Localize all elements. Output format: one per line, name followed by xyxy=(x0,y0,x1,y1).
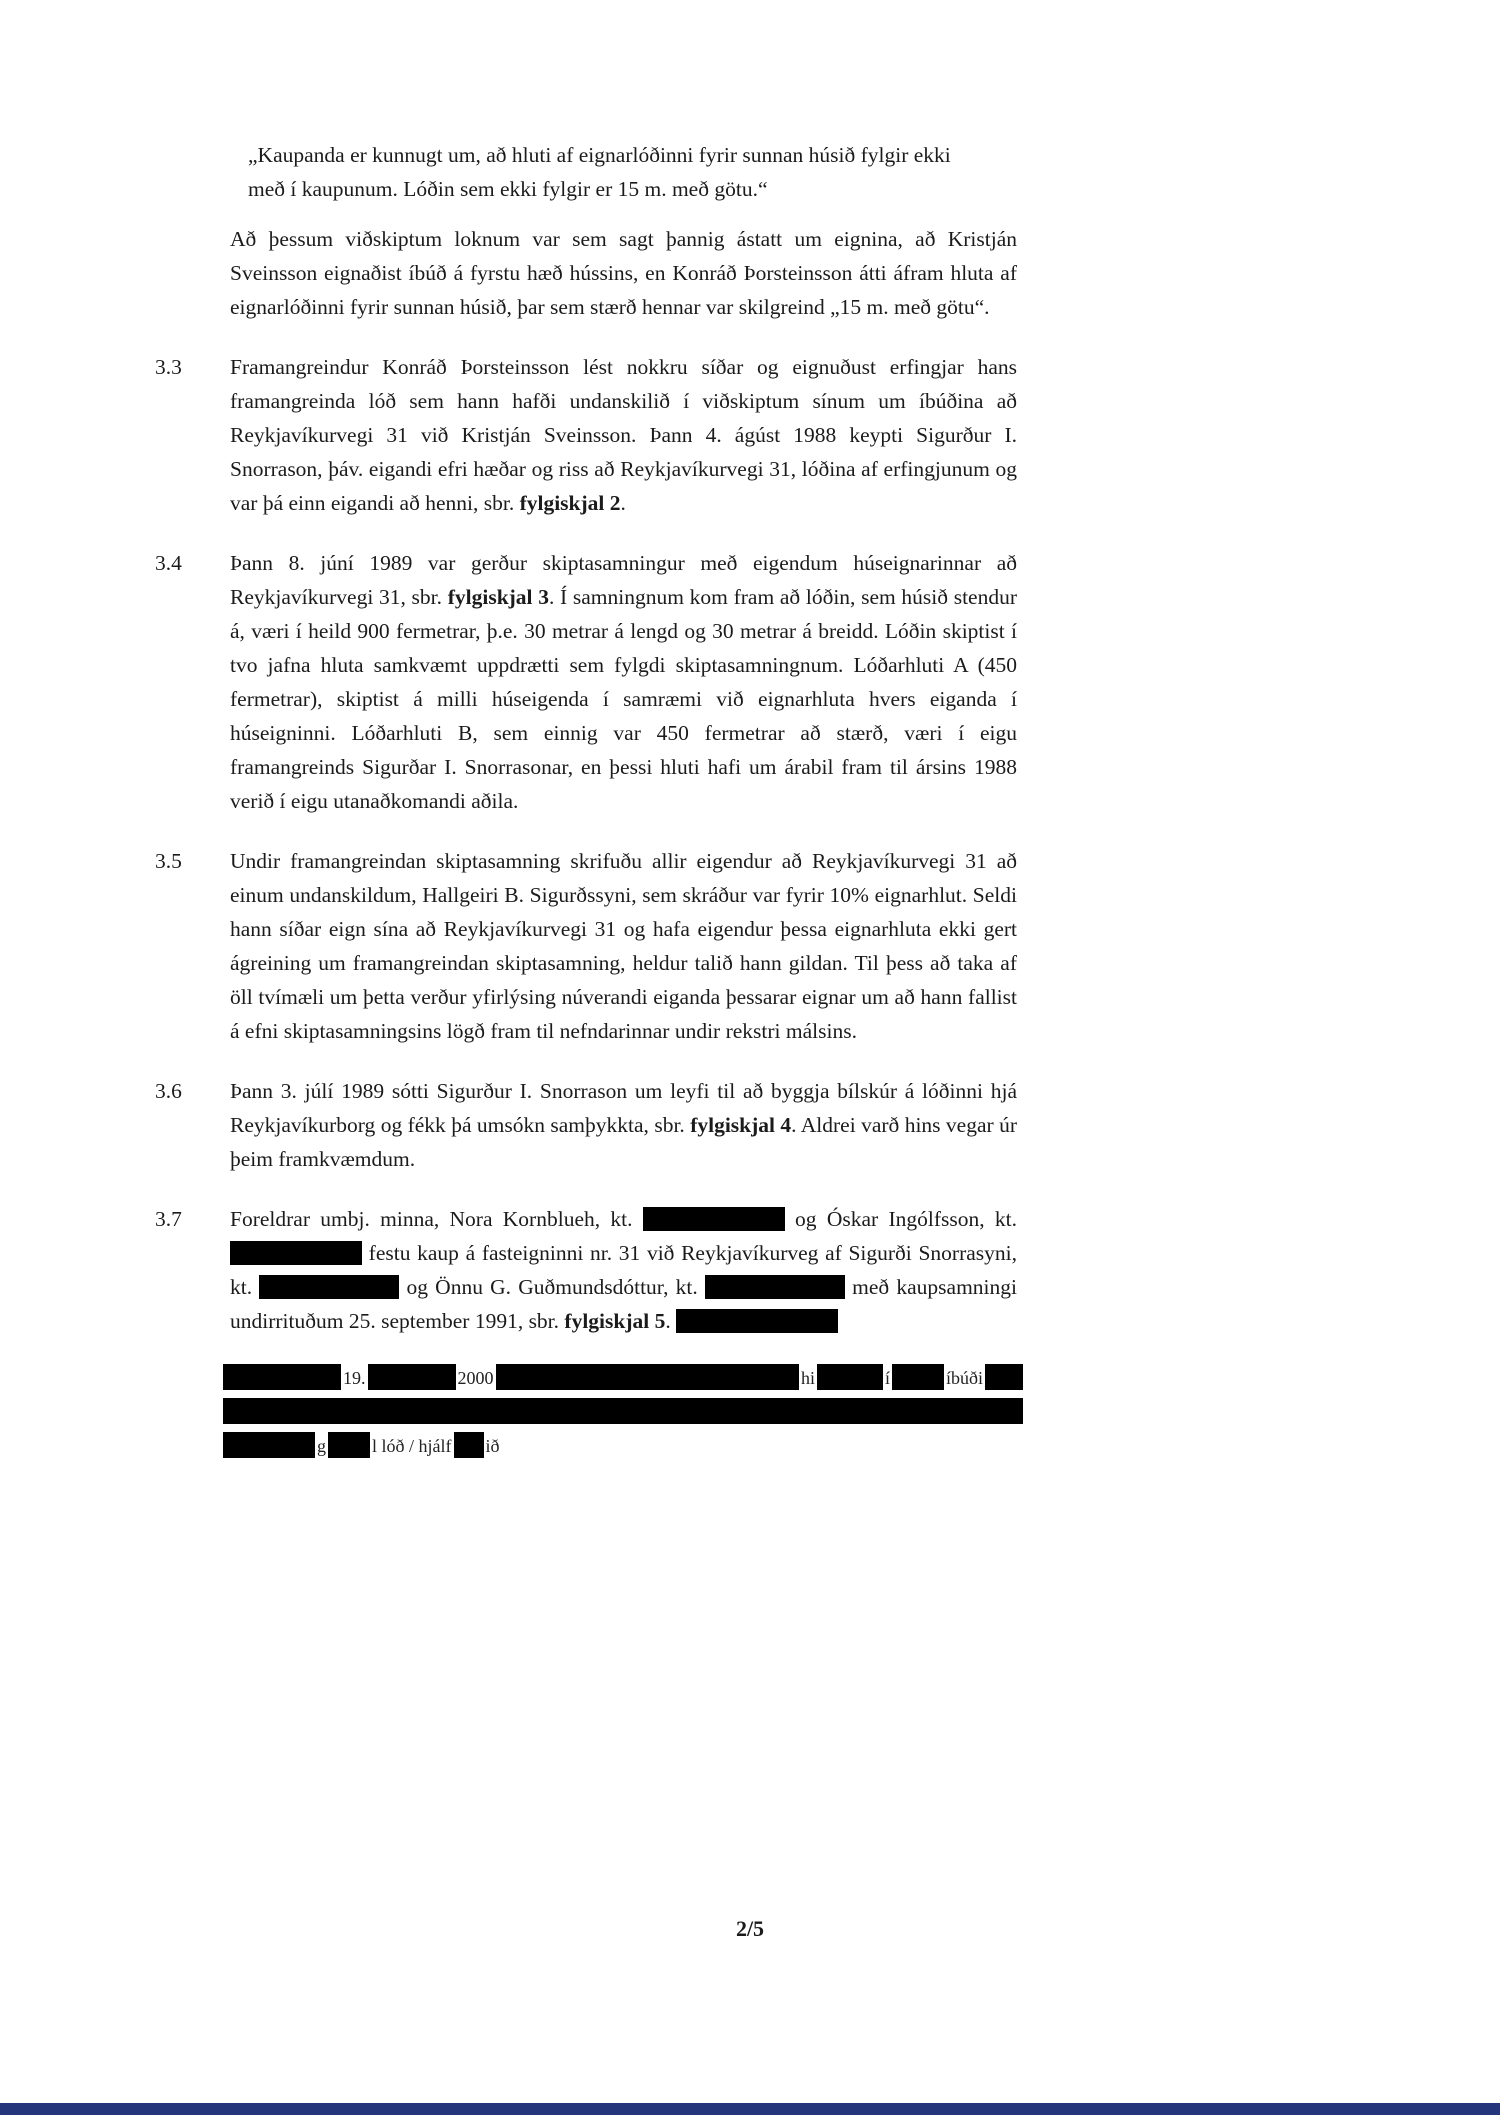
text-run: Að þessum viðskiptum loknum var sem sagt þannig ástatt um eignina, að Kristján Sveinsson eignaðist íbúð á fyrstu hæð hússins, en Konráð Þorsteinsson átti áfram hluta af eignarlóðinni fyrir sunnan húsið, þar sem stærð hennar var skilgreind „15 m. með götu“. xyxy=(230,227,1017,319)
redaction-gap-fragment: l lóð / hjálf xyxy=(372,1436,452,1456)
section-text xyxy=(230,844,1017,1048)
redaction-bar xyxy=(817,1364,883,1390)
redaction-bar xyxy=(259,1275,399,1299)
section-text xyxy=(230,546,1017,818)
redaction-bar xyxy=(368,1364,456,1390)
redaction-gap-fragment: 2000 xyxy=(457,1368,494,1388)
text-run: Þann 8. júní 1989 var gerður skiptasamningur með eigendum húseignarinnar að Reykjavíkurvegi 31, sbr. xyxy=(230,551,1017,609)
page-number: 2/5 xyxy=(735,1916,765,1941)
redaction-bar xyxy=(985,1364,1023,1390)
bold-text-run: fylgiskjal 2 xyxy=(519,491,621,515)
redaction-gap-fragment: íbúði xyxy=(945,1368,983,1388)
redaction-bar xyxy=(496,1364,799,1390)
section-number: 3.5 xyxy=(155,849,182,873)
section-number: 3.3 xyxy=(155,355,182,379)
redaction-gap-fragment: ið xyxy=(485,1436,500,1456)
redaction-bar xyxy=(454,1432,484,1458)
redaction-bar xyxy=(230,1241,362,1265)
text-run: Þann 3. júlí 1989 sótti Sigurður I. Snorrason um leyfi til að byggja bílskúr á lóðinni hjá Reykjavíkurborg og fékk þá umsókn samþykkta, sbr. xyxy=(230,1079,1017,1137)
bold-text-run: fylgiskjal 3 xyxy=(447,585,549,609)
document-body xyxy=(155,138,1020,1466)
text-run: Framangreindur Konráð Þorsteinsson lést nokkru síðar og eignuðust erfingjar hans framangreinda lóð sem hann hafði undanskilið í viðskiptum sínum um íbúðina að Reykjavíkurvegi 31 við Kristján Sveinsson. Þann 4. ágúst 1988 keypti Sigurður I. Snorrason, þáv. eigandi efri hæðar og riss að Reykjavíkurvegi 31, lóðina af erfingjunum og var þá einn eigandi að henni, sbr. xyxy=(230,355,1017,515)
bold-text-run: fylgiskjal 5 xyxy=(564,1309,666,1333)
redaction-bar xyxy=(705,1275,845,1299)
page-bottom-border xyxy=(0,2103,1500,2115)
redaction-gap-fragment: í xyxy=(884,1368,890,1388)
redaction-bar xyxy=(223,1432,315,1458)
numbered-section xyxy=(155,546,1020,818)
text-run: Undir framangreindan skiptasamning skrifuðu allir eigendur að Reykjavíkurvegi 31 að einum undanskildum, Hallgeiri B. Sigurðssyni, sem skráður var fyrir 10% eignarhlut. Seldi hann síðar eign sína að Reykjavíkurvegi 31 og hafa eigendur þessa eignarhluta ekki gert ágreining um framangreindan skiptasamning, heldur talið hann gildan. Til þess að taka af öll tvímæli um þetta verður yfirlýsing núverandi eiganda þessarar eignar um að hann fallist á efni skiptasamningsins lögð fram til nefndarinnar undir rekstri málsins. xyxy=(230,849,1017,1043)
text-run: festu kaup á fasteigninni nr. 31 við Reykjavíkurveg af Sigurði Snorrasyni, kt. xyxy=(230,1241,1017,1299)
redacted-line xyxy=(223,1364,1023,1390)
redacted-line xyxy=(223,1398,1023,1424)
redacted-line xyxy=(223,1432,1023,1458)
text-run: „Kaupanda er kunnugt um, að hluti af eignarlóðinni fyrir sunnan húsið fylgir ekki með í kaupunum. Lóðin sem ekki fylgir er 15 m. með götu.“ xyxy=(248,143,951,201)
redaction-bar xyxy=(223,1364,341,1390)
bold-text-run: fylgiskjal 4 xyxy=(690,1113,792,1137)
redaction-bar xyxy=(223,1398,1023,1424)
text-run: . xyxy=(665,1309,677,1333)
section-text xyxy=(230,350,1017,520)
numbered-section xyxy=(155,1202,1020,1338)
numbered-section xyxy=(155,350,1020,520)
text-run: . Í samningnum kom fram að lóðin, sem húsið stendur á, væri í heild 900 fermetrar, þ.e. 30 metrar á lengd og 30 metrar á breidd. Lóðin skiptist í tvo jafna hluta samkvæmt uppdrætti sem fylgdi skiptasamningnum. Lóðarhluti A (450 fermetrar), skiptist á milli húseigenda í samræmi við eignarhluta hvers eiganda í húseigninni. Lóðarhluti B, sem einnig var 450 fermetrar að stærð, væri í eigu framangreinds Sigurðar I. Snorrasonar, en þessi hluti hafi um árabil fram til ársins 1988 verið í eigu utanaðkomandi aðila. xyxy=(230,585,1017,813)
quoted-paragraph xyxy=(248,138,956,206)
numbered-section xyxy=(155,1074,1020,1176)
text-run: . Aldrei varð hins vegar úr þeim framkvæmdum. xyxy=(230,1113,1017,1171)
numbered-section xyxy=(155,844,1020,1048)
section-number: 3.6 xyxy=(155,1079,182,1103)
section-number: 3.4 xyxy=(155,551,182,575)
section-text xyxy=(230,1202,1017,1338)
text-run: Foreldrar umbj. minna, Nora Kornblueh, kt. xyxy=(230,1207,643,1231)
redaction-gap-fragment: hi xyxy=(800,1368,815,1388)
redaction-gap-fragment: g xyxy=(317,1436,326,1456)
paragraph xyxy=(230,222,1017,324)
text-run: og Óskar Ingólfsson, kt. xyxy=(784,1207,1017,1231)
section-text xyxy=(230,1074,1017,1176)
text-run: og Önnu G. Guðmundsdóttur, kt. xyxy=(399,1275,705,1299)
redaction-bar xyxy=(676,1309,838,1333)
text-run: . xyxy=(620,491,626,515)
redaction-bar xyxy=(328,1432,370,1458)
redaction-bar xyxy=(643,1207,785,1231)
section-number: 3.7 xyxy=(155,1207,182,1231)
redaction-gap-fragment: 19. xyxy=(343,1368,366,1388)
text-run: með kaupsamningi undirrituðum 25. september 1991, sbr. xyxy=(230,1275,1017,1333)
redaction-bar xyxy=(892,1364,944,1390)
